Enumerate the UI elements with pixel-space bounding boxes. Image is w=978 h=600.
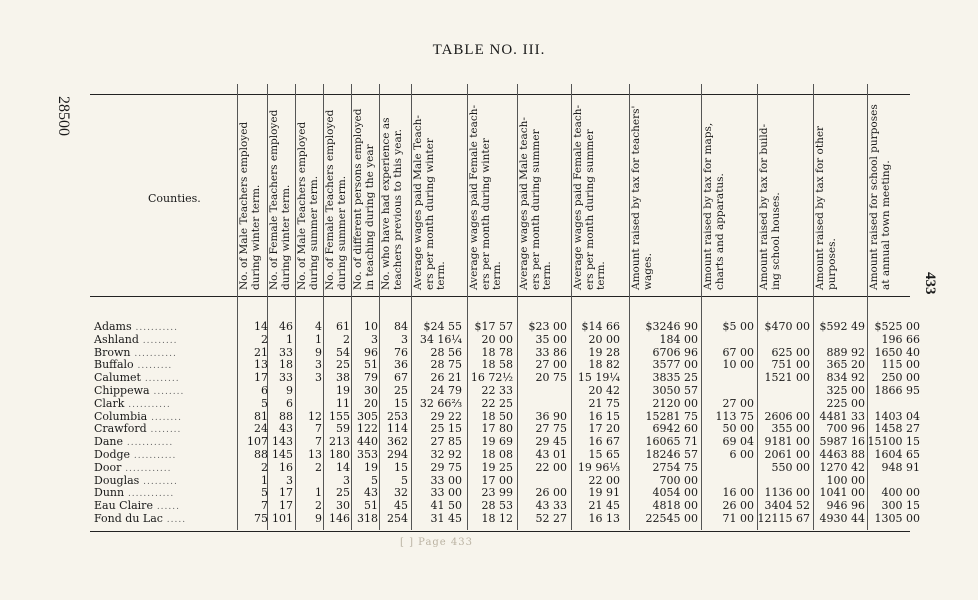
table-cell: 76 bbox=[394, 345, 408, 359]
table-cell: 625 00 bbox=[771, 345, 810, 359]
column-header: No. of Female Teachers employed during summer term. bbox=[324, 109, 348, 290]
table-cell: 19 91 bbox=[588, 486, 620, 500]
county-name bbox=[94, 448, 176, 461]
column-header: Average wages paid Female teach- ers per month during summer term. bbox=[572, 104, 607, 290]
table-cell: 43 bbox=[364, 486, 378, 500]
county-name bbox=[94, 397, 171, 410]
county-label: Fond du Lac bbox=[94, 512, 163, 525]
table-cell: 6942 60 bbox=[652, 422, 698, 436]
table-cell: $14 66 bbox=[581, 320, 620, 333]
table-cell: 17 80 bbox=[481, 422, 513, 436]
table-cell: 353 bbox=[357, 448, 378, 461]
table-cell: 3050 57 bbox=[652, 384, 698, 397]
county-label: Brown bbox=[94, 345, 131, 359]
table-cell: 19 25 bbox=[481, 460, 513, 474]
table-cell: 751 00 bbox=[771, 358, 810, 372]
table-cell: 21 45 bbox=[588, 499, 620, 513]
table-cell: 145 bbox=[272, 448, 293, 461]
table-cell: 4818 00 bbox=[652, 499, 698, 513]
county-label: Chippewa bbox=[94, 384, 150, 397]
table-cell: 13 bbox=[308, 448, 322, 461]
county-label: Adams bbox=[94, 320, 132, 333]
table-cell: 32 92 bbox=[430, 448, 462, 461]
table-cell: 17 bbox=[254, 371, 268, 385]
table-cell: 20 42 bbox=[588, 384, 620, 397]
table-cell: 1270 42 bbox=[819, 460, 865, 474]
county-label: Dane bbox=[94, 435, 123, 449]
table-cell: 10 00 bbox=[722, 358, 754, 372]
county-name bbox=[94, 410, 182, 423]
county-label: Clark bbox=[94, 396, 125, 410]
table-cell: 122 bbox=[357, 422, 378, 436]
table-cell: 33 00 bbox=[430, 473, 462, 487]
table-cell: 25 bbox=[336, 358, 350, 372]
county-name bbox=[94, 320, 178, 333]
table-cell: 1403 04 bbox=[874, 409, 920, 423]
column-header: No. of Male Teachers employed during summer term. bbox=[296, 121, 320, 290]
leader-dots: ............ bbox=[124, 489, 175, 500]
table-cell: 1136 00 bbox=[764, 486, 810, 500]
column-header: Amount raised by tax for maps, charts and apparatus. bbox=[702, 122, 726, 290]
leader-dots: ......... bbox=[133, 361, 173, 372]
column-header: Average wages paid Female teach- ers per month during winter term. bbox=[468, 104, 503, 290]
table-cell: 29 45 bbox=[535, 435, 567, 449]
table-cell: 51 bbox=[364, 358, 378, 372]
table-cell: 67 bbox=[394, 371, 408, 385]
table-cell: 3 bbox=[343, 473, 350, 487]
county-name bbox=[94, 346, 177, 359]
table-cell: 1 bbox=[315, 332, 322, 346]
table-cell: 305 bbox=[357, 409, 378, 423]
county-name bbox=[94, 474, 178, 487]
table-cell: 20 00 bbox=[588, 332, 620, 346]
table-cell: 84 bbox=[394, 320, 408, 333]
table-cell: 16065 71 bbox=[645, 435, 698, 449]
table-cell: 19 69 bbox=[481, 435, 513, 449]
table-cell: 61 bbox=[336, 320, 350, 333]
table-cell: 96 bbox=[364, 345, 378, 359]
leader-dots: ......... bbox=[139, 476, 178, 487]
table-cell: 16 15 bbox=[588, 409, 620, 423]
county-name bbox=[94, 384, 184, 397]
table-cell: 2120 00 bbox=[652, 396, 698, 410]
table-cell: 948 91 bbox=[881, 460, 920, 474]
table-cell: 35 00 bbox=[535, 332, 567, 346]
table-cell: 19 28 bbox=[588, 345, 620, 359]
table-cell: 10 bbox=[364, 320, 378, 333]
table-cell: 22545 00 bbox=[645, 512, 698, 525]
table-cell: 3 bbox=[315, 371, 322, 385]
table-cell: 184 00 bbox=[659, 332, 698, 346]
table-cell: 9181 00 bbox=[764, 435, 810, 449]
table-cell: 67 00 bbox=[722, 345, 754, 359]
table-cell: 19 96⅓ bbox=[577, 460, 620, 474]
leader-dots: ...... bbox=[152, 502, 180, 513]
table-cell: 28 75 bbox=[430, 358, 462, 372]
leader-dots: ............ bbox=[122, 438, 174, 449]
column-header: Amount raised for school purposes at annual town meeting. bbox=[868, 104, 892, 290]
table-cell: 22 00 bbox=[588, 473, 620, 487]
leader-dots: ........ bbox=[147, 412, 182, 423]
table-cell: 400 00 bbox=[881, 486, 920, 500]
leader-dots: ........... bbox=[130, 348, 177, 359]
table-cell: 1458 27 bbox=[874, 422, 920, 436]
table-cell: $592 49 bbox=[819, 320, 865, 333]
county-label: Douglas bbox=[94, 473, 140, 487]
table-cell: 30 bbox=[336, 499, 350, 513]
table-cell: 1604 65 bbox=[874, 448, 920, 461]
page-number: 433 bbox=[922, 272, 938, 295]
table-cell: 440 bbox=[357, 435, 378, 449]
table-cell: 11 bbox=[336, 396, 350, 410]
table-cell: 30 bbox=[364, 384, 378, 397]
table-cell: 196 66 bbox=[881, 332, 920, 346]
table-cell: 19 bbox=[364, 460, 378, 474]
column-header: No. of Female Teachers employed during winter term. bbox=[268, 109, 292, 290]
table-cell: 28 53 bbox=[481, 499, 513, 513]
table-cell: 225 00 bbox=[826, 396, 865, 410]
table-cell: 355 00 bbox=[771, 422, 810, 436]
table-cell: 101 bbox=[272, 512, 293, 525]
table-cell: 4463 88 bbox=[819, 448, 865, 461]
table-cell: 2 bbox=[343, 332, 350, 346]
leader-dots: ........... bbox=[131, 323, 178, 333]
table-cell: $470 00 bbox=[764, 320, 810, 333]
table-cell: 17 20 bbox=[588, 422, 620, 436]
table-cell: 9 bbox=[286, 384, 293, 397]
table-cell: 2 bbox=[315, 460, 322, 474]
counties-header: Counties. bbox=[148, 192, 201, 205]
table-cell: 16 13 bbox=[588, 512, 620, 525]
table-cell: 18 58 bbox=[481, 358, 513, 372]
column-header: No. of Male Teachers employed during winter term. bbox=[238, 121, 262, 290]
table-cell: 33 bbox=[279, 345, 293, 359]
table-cell: 15 65 bbox=[588, 448, 620, 461]
table-cell: 4481 33 bbox=[819, 409, 865, 423]
county-name bbox=[94, 499, 180, 512]
table-cell: 12 bbox=[308, 409, 322, 423]
table-cell: 15 bbox=[394, 396, 408, 410]
table-cell: 3 bbox=[401, 332, 408, 346]
table-cell: 2061 00 bbox=[764, 448, 810, 461]
table-cell: 22 25 bbox=[481, 396, 513, 410]
table-cell: 3577 00 bbox=[652, 358, 698, 372]
table-title: TABLE NO. III. bbox=[432, 42, 546, 58]
table-cell: 69 04 bbox=[722, 435, 754, 449]
table-cell: 20 75 bbox=[535, 371, 567, 385]
leader-dots: ............ bbox=[121, 463, 172, 474]
table-cell: 1650 40 bbox=[874, 345, 920, 359]
table-cell: 26 21 bbox=[430, 371, 462, 385]
table-cell: $17 57 bbox=[474, 320, 513, 333]
table-cell: 5 bbox=[261, 486, 268, 500]
table-cell: 155 bbox=[329, 409, 350, 423]
table-cell: 7 bbox=[315, 435, 322, 449]
table-cell: 46 bbox=[279, 320, 293, 333]
table-cell: 33 00 bbox=[430, 486, 462, 500]
table-cell: 15100 15 bbox=[867, 435, 920, 449]
table-cell: 1 bbox=[261, 473, 268, 487]
table-cell: 32 bbox=[394, 486, 408, 500]
table-cell: 254 bbox=[387, 512, 408, 525]
table-cell: 33 86 bbox=[535, 345, 567, 359]
table-cell: 115 00 bbox=[881, 358, 920, 372]
table-cell: 43 01 bbox=[535, 448, 567, 461]
table-cell: 33 bbox=[279, 371, 293, 385]
table-cell: 294 bbox=[387, 448, 408, 461]
table-cell: 2606 00 bbox=[764, 409, 810, 423]
table-cell: 1 bbox=[286, 332, 293, 346]
column-header: Amount raised by tax for teachers' wages. bbox=[630, 105, 654, 290]
leader-dots: ........ bbox=[146, 425, 182, 436]
table-cell: $24 55 bbox=[423, 320, 462, 333]
table-cell: 1041 00 bbox=[819, 486, 865, 500]
table-cell: 700 00 bbox=[659, 473, 698, 487]
table-cell: 2754 75 bbox=[652, 460, 698, 474]
table-cell: 15 bbox=[394, 460, 408, 474]
table-cell: 365 20 bbox=[826, 358, 865, 372]
table-cell: 15 19¼ bbox=[577, 371, 620, 385]
table-cell: 27 85 bbox=[430, 435, 462, 449]
table-cell: 24 79 bbox=[430, 384, 462, 397]
table-cell: 300 15 bbox=[881, 499, 920, 513]
table-cell: 3 bbox=[371, 332, 378, 346]
table-cell: 4930 44 bbox=[819, 512, 865, 525]
table-cell: 15281 75 bbox=[645, 409, 698, 423]
county-label: Columbia bbox=[94, 409, 148, 423]
table-cell: 6706 96 bbox=[652, 345, 698, 359]
faint-imprint: [ ] Page 433 bbox=[400, 537, 473, 548]
column-header: Average wages paid Male Teach- ers per month during winter term. bbox=[412, 115, 447, 290]
table-cell: 3835 25 bbox=[652, 371, 698, 385]
table-cell: 946 96 bbox=[826, 499, 865, 513]
table-cell: 250 00 bbox=[881, 371, 920, 385]
table-cell: 5987 16 bbox=[819, 435, 865, 449]
table-cell: 38 bbox=[336, 371, 350, 385]
county-name bbox=[94, 422, 181, 435]
table-cell: 5 bbox=[261, 396, 268, 410]
table-cell: 14 bbox=[254, 320, 268, 333]
leader-dots: ........... bbox=[124, 399, 171, 410]
leader-dots: ..... bbox=[162, 515, 187, 525]
table-cell: 18 bbox=[279, 358, 293, 372]
table-cell: 20 bbox=[364, 396, 378, 410]
table-cell: 18 50 bbox=[481, 409, 513, 423]
table-cell: 59 bbox=[336, 422, 350, 436]
table-cell: $525 00 bbox=[874, 320, 920, 333]
table-cell: 5 bbox=[401, 473, 408, 487]
bottom-rule bbox=[90, 531, 910, 532]
table-cell: 43 33 bbox=[535, 499, 567, 513]
table-cell: 17 bbox=[279, 499, 293, 513]
table-cell: 2 bbox=[315, 499, 322, 513]
table-cell: 18246 57 bbox=[645, 448, 698, 461]
county-name bbox=[94, 512, 186, 525]
table-cell: 29 75 bbox=[430, 460, 462, 474]
table-cell: 28 56 bbox=[430, 345, 462, 359]
table-cell: 6 bbox=[286, 396, 293, 410]
table-cell: 16 00 bbox=[722, 486, 754, 500]
table-cell: 12115 67 bbox=[757, 512, 810, 525]
table-cell: 889 92 bbox=[826, 345, 865, 359]
table-cell: $5 00 bbox=[722, 320, 754, 333]
county-name bbox=[94, 435, 173, 448]
table-cell: 34 16¼ bbox=[419, 332, 462, 346]
table-cell: 31 45 bbox=[430, 512, 462, 525]
table-cell: 19 bbox=[336, 384, 350, 397]
table-cell: $23 00 bbox=[528, 320, 567, 333]
table-cell: 114 bbox=[387, 422, 408, 436]
county-name bbox=[94, 371, 180, 384]
table-cell: 7 bbox=[315, 422, 322, 436]
leader-dots: ........ bbox=[149, 387, 185, 397]
table-cell: 253 bbox=[387, 409, 408, 423]
table-cell: 18 82 bbox=[588, 358, 620, 372]
table-cell: 36 bbox=[394, 358, 408, 372]
county-label: Buffalo bbox=[94, 358, 134, 372]
column-header: Average wages paid Male teach- ers per month during summer term. bbox=[518, 117, 553, 290]
table-cell: 3 bbox=[315, 358, 322, 372]
table-cell: 2 bbox=[261, 332, 268, 346]
table-cell: 20 00 bbox=[481, 332, 513, 346]
column-header: No. of different persons employed in teaching during the year bbox=[352, 108, 376, 290]
table-cell: 27 00 bbox=[535, 358, 567, 372]
top-rule bbox=[90, 94, 910, 95]
table-cell: 36 90 bbox=[535, 409, 567, 423]
table-cell: 1866 95 bbox=[874, 384, 920, 397]
table-cell: 3 bbox=[286, 473, 293, 487]
table-cell: 43 bbox=[279, 422, 293, 436]
table-cell: 71 00 bbox=[722, 512, 754, 525]
table-cell: 5 bbox=[371, 473, 378, 487]
table-cell: 17 bbox=[279, 486, 293, 500]
county-label: Door bbox=[94, 460, 122, 474]
header-rule bbox=[90, 296, 910, 297]
table-cell: 318 bbox=[357, 512, 378, 525]
table-cell: 9 bbox=[315, 512, 322, 525]
table-cell: 21 bbox=[254, 345, 268, 359]
table-cell: 88 bbox=[254, 448, 268, 461]
table-cell: 6 bbox=[261, 384, 268, 397]
column-header: No. who have had experience as teachers previous to this year. bbox=[380, 117, 404, 290]
table-cell: 9 bbox=[315, 345, 322, 359]
table-cell: 146 bbox=[329, 512, 350, 525]
table-cell: 4 bbox=[315, 320, 322, 333]
table-cell: 1305 00 bbox=[874, 512, 920, 525]
table-cell: 32 66⅔ bbox=[419, 396, 462, 410]
table-cell: 88 bbox=[279, 409, 293, 423]
table-cell: 24 bbox=[254, 422, 268, 436]
table-cell: 143 bbox=[272, 435, 293, 449]
table-cell: 362 bbox=[387, 435, 408, 449]
table-cell: 27 00 bbox=[722, 396, 754, 410]
county-label: Dodge bbox=[94, 448, 131, 461]
leader-dots: ........... bbox=[130, 451, 177, 461]
table-cell: 45 bbox=[394, 499, 408, 513]
table-cell: 1521 00 bbox=[764, 371, 810, 385]
table-cell: 834 92 bbox=[826, 371, 865, 385]
county-label: Ashland bbox=[94, 332, 139, 346]
table-cell: 25 bbox=[336, 486, 350, 500]
table-cell: 52 27 bbox=[535, 512, 567, 525]
table-cell: 54 bbox=[336, 345, 350, 359]
table-cell: 100 00 bbox=[826, 473, 865, 487]
table-cell: 41 50 bbox=[430, 499, 462, 513]
table-cell: 25 bbox=[394, 384, 408, 397]
table-cell: 550 00 bbox=[771, 460, 810, 474]
table-cell: 1 bbox=[315, 486, 322, 500]
table-cell: 81 bbox=[254, 409, 268, 423]
table-cell: 18 78 bbox=[481, 345, 513, 359]
table-cell: 29 22 bbox=[430, 409, 462, 423]
county-label: Calumet bbox=[94, 371, 141, 385]
county-name bbox=[94, 461, 172, 474]
column-header: Amount raised by tax for other purposes. bbox=[814, 125, 838, 290]
table-cell: 700 96 bbox=[826, 422, 865, 436]
leader-dots: ......... bbox=[140, 374, 180, 385]
county-name bbox=[94, 333, 178, 346]
table-cell: 26 00 bbox=[535, 486, 567, 500]
table-cell: 21 75 bbox=[588, 396, 620, 410]
table-cell: 13 bbox=[254, 358, 268, 372]
table-cell: $3246 90 bbox=[645, 320, 698, 333]
table-cell: 22 00 bbox=[535, 460, 567, 474]
table-cell: 18 08 bbox=[481, 448, 513, 461]
table-cell: 22 33 bbox=[481, 384, 513, 397]
table-cell: 18 12 bbox=[481, 512, 513, 525]
table-cell: 213 bbox=[329, 435, 350, 449]
table-cell: 50 00 bbox=[722, 422, 754, 436]
table-cell: 107 bbox=[247, 435, 268, 449]
table-cell: 7 bbox=[261, 499, 268, 513]
county-label: Eau Claire bbox=[94, 499, 153, 513]
county-name bbox=[94, 358, 172, 371]
county-label: Crawford bbox=[94, 422, 147, 436]
table-cell: 325 00 bbox=[826, 384, 865, 397]
table-cell: 3404 52 bbox=[764, 499, 810, 513]
county-name bbox=[94, 486, 174, 499]
table-cell: 180 bbox=[329, 448, 350, 461]
table-cell: 14 bbox=[336, 460, 350, 474]
table-cell: 75 bbox=[254, 512, 268, 525]
table-cell: 4054 00 bbox=[652, 486, 698, 500]
leader-dots: ......... bbox=[138, 335, 178, 346]
table-cell: 2 bbox=[261, 460, 268, 474]
table-cell: 17 00 bbox=[481, 473, 513, 487]
table-cell: 113 75 bbox=[715, 409, 754, 423]
column-header: Amount raised by tax for build- ing school houses. bbox=[758, 123, 782, 290]
table-cell: 26 00 bbox=[722, 499, 754, 513]
table-cell: 16 bbox=[279, 460, 293, 474]
table-cell: 51 bbox=[364, 499, 378, 513]
table-cell: 16 72½ bbox=[470, 371, 513, 385]
table-cell: 79 bbox=[364, 371, 378, 385]
table-cell: 25 15 bbox=[430, 422, 462, 436]
table-cell: 27 75 bbox=[535, 422, 567, 436]
side-number: 28500 bbox=[55, 96, 72, 136]
table-cell: 16 67 bbox=[588, 435, 620, 449]
table-cell: 23 99 bbox=[481, 486, 513, 500]
table-cell: 6 00 bbox=[729, 448, 754, 461]
county-label: Dunn bbox=[94, 486, 125, 500]
